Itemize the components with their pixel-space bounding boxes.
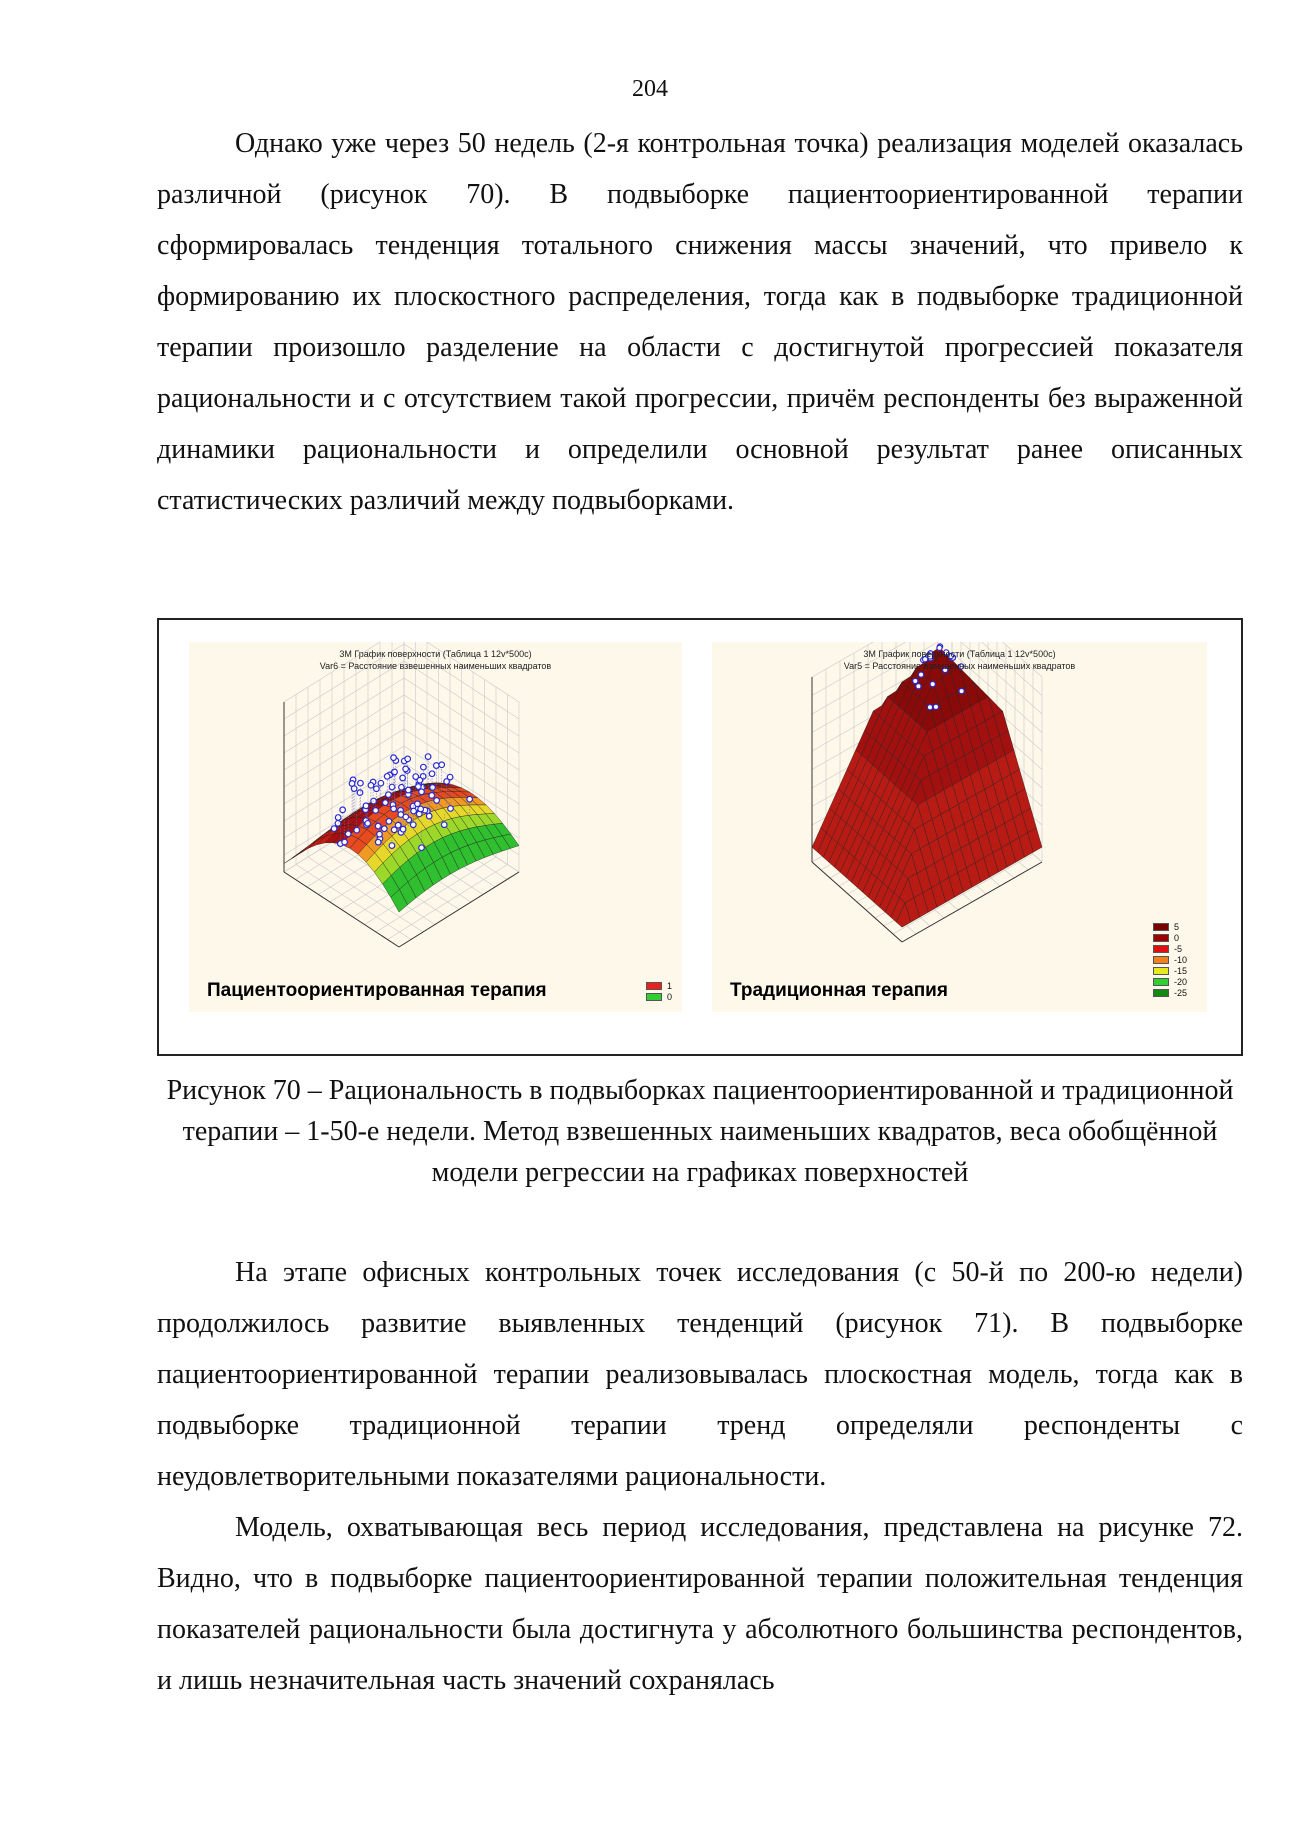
- legend-entry: [646, 980, 672, 991]
- data-point: [342, 839, 348, 845]
- legend-swatch: [1153, 967, 1169, 975]
- surface-plot-right-title: [712, 648, 1207, 672]
- surface-cell: [300, 840, 317, 852]
- figure-70: [157, 618, 1243, 1056]
- data-point: [357, 790, 363, 796]
- data-point: [375, 823, 381, 829]
- data-point: [378, 780, 384, 786]
- data-point: [358, 780, 364, 786]
- data-point: [933, 704, 938, 709]
- data-point: [399, 784, 405, 790]
- paragraph-3: Модель, охватывающая весь период исследования, представлена на рисунке 72. Видно, что в подвыборке пациентоориентированной терапии положительная тенденция показателей рациональности была достигнута у абсолютного большинства респондентов, и лишь незначительная часть значений сохранялась: [157, 1512, 1243, 1696]
- data-point: [434, 763, 440, 769]
- data-point: [374, 786, 380, 792]
- data-point: [410, 822, 416, 828]
- legend-entry: [646, 991, 672, 1002]
- data-point: [349, 781, 355, 787]
- data-point: [439, 762, 445, 768]
- legend-entry: [1153, 943, 1187, 954]
- data-point: [467, 796, 473, 802]
- data-point: [395, 822, 401, 828]
- legend-label: 5: [1173, 921, 1179, 932]
- data-point: [913, 678, 918, 683]
- data-point: [377, 831, 383, 837]
- data-point: [425, 754, 431, 760]
- data-point: [354, 827, 360, 833]
- legend-swatch: [1153, 934, 1169, 942]
- data-point: [373, 808, 379, 814]
- legend-swatch: [1153, 989, 1169, 997]
- data-point: [400, 826, 406, 832]
- data-point: [429, 771, 435, 777]
- legend-swatch: [1153, 978, 1169, 986]
- legend-label: 1: [666, 980, 672, 991]
- left-title-line-2: Var6 = Расстояние взвешенных наименьших квадратов: [319, 661, 552, 671]
- data-point: [426, 813, 432, 819]
- data-point: [419, 789, 425, 795]
- legend-label: -10: [1173, 954, 1187, 965]
- legend-label: 0: [666, 991, 672, 1002]
- data-point: [363, 803, 369, 809]
- legend-entry: [1153, 921, 1187, 932]
- data-point: [927, 705, 932, 710]
- data-point: [331, 826, 337, 832]
- figure-caption: Рисунок 70 – Рациональность в подвыборках пациентоориентированной и традиционной терапии – 1-50-е недели. Метод взвешенных наименьших квадратов, веса обобщённой модели регрессии на графиках поверхностей: [166, 1075, 1234, 1188]
- right-title-line-2: Var5 = Расстояние взвешенных наименьших квадратов: [843, 661, 1076, 671]
- right-title-line-1: 3М График поверхности (Таблица 1 12v*500c): [863, 649, 1056, 659]
- data-point: [398, 812, 404, 818]
- legend-entry: [1153, 976, 1187, 987]
- data-point: [959, 688, 964, 693]
- left-legend: [646, 980, 672, 1002]
- surface-plot-left-title: [189, 648, 682, 672]
- data-point: [444, 779, 450, 785]
- legend-entry: [1153, 932, 1187, 943]
- data-point: [368, 782, 374, 788]
- data-point: [375, 839, 381, 845]
- data-point: [392, 769, 398, 775]
- data-point: [383, 800, 389, 806]
- data-point: [386, 792, 392, 798]
- legend-swatch: [646, 982, 662, 990]
- data-point: [403, 766, 409, 772]
- surface-plot-right: [712, 642, 1207, 1012]
- data-point: [916, 684, 921, 689]
- data-point: [415, 801, 421, 807]
- data-point: [365, 821, 371, 827]
- right-panel-label: Традиционная терапия: [730, 980, 948, 1001]
- legend-swatch: [1153, 923, 1169, 931]
- data-point: [400, 775, 406, 781]
- data-point: [418, 806, 424, 812]
- legend-label: -15: [1173, 965, 1187, 976]
- axis-line: [284, 872, 399, 947]
- legend-label: 0: [1173, 932, 1179, 943]
- surface-plot-right-graphic: [712, 642, 1207, 1012]
- data-point: [419, 845, 425, 851]
- left-panel-label: Пациентоориентированная терапия: [207, 980, 547, 1001]
- legend-entry: [1153, 965, 1187, 976]
- data-point: [405, 756, 411, 762]
- paragraph-1: Однако уже через 50 недель (2-я контрольная точка) реализация моделей оказалась различной (рисунок 70). В подвыборке пациентоориентированной терапии сформировалась тенденция тотального снижения массы значений, что привело к формированию их плоскостного распределения, тогда как в подвыборке традиционной терапии произошло разделение на области с достигнутой прогрессией показателя рациональности и с отсутствием такой прогрессии, причём респонденты без выраженной динамики рациональности и определили основной результат ранее описанных статистических различий между подвыборками.: [157, 128, 1243, 516]
- page-number: 204: [632, 76, 668, 102]
- data-point: [391, 806, 397, 812]
- data-point: [384, 774, 390, 780]
- data-point: [382, 826, 388, 832]
- data-point: [421, 764, 427, 770]
- legend-entry: [1153, 987, 1187, 998]
- data-point: [434, 798, 440, 804]
- data-point: [429, 793, 435, 799]
- data-point: [389, 843, 395, 849]
- right-legend: [1153, 921, 1187, 998]
- legend-label: -25: [1173, 987, 1187, 998]
- data-point: [413, 774, 419, 780]
- data-point: [335, 815, 341, 821]
- data-point: [391, 755, 397, 761]
- legend-label: -20: [1173, 976, 1187, 987]
- data-point: [340, 807, 346, 813]
- legend-swatch: [646, 993, 662, 1001]
- data-point: [411, 808, 417, 814]
- surface-plot-left-graphic: [189, 642, 682, 1012]
- legend-swatch: [1153, 945, 1169, 953]
- data-point: [441, 822, 447, 828]
- left-title-line-1: 3М График поверхности (Таблица 1 12v*500c): [339, 649, 532, 659]
- data-point: [430, 785, 436, 791]
- data-point: [345, 831, 351, 837]
- data-point: [448, 806, 454, 812]
- legend-swatch: [1153, 956, 1169, 964]
- paragraph-2: На этапе офисных контрольных точек исследования (с 50-й по 200-ю недели) продолжилось развитие выявленных тенденций (рисунок 71). В подвыборке пациентоориентированной терапии реализовывалась плоскостная модель, тогда как в подвыборке традиционной терапии тренд определяли респонденты с неудовлетворительными показателями рациональности.: [157, 1257, 1243, 1492]
- legend-entry: [1153, 954, 1187, 965]
- data-point: [406, 787, 412, 793]
- data-point: [930, 682, 935, 687]
- data-point: [386, 819, 392, 825]
- surface-plot-left: [189, 642, 682, 1012]
- data-point: [416, 784, 422, 790]
- legend-label: -5: [1173, 943, 1182, 954]
- data-point: [918, 672, 923, 677]
